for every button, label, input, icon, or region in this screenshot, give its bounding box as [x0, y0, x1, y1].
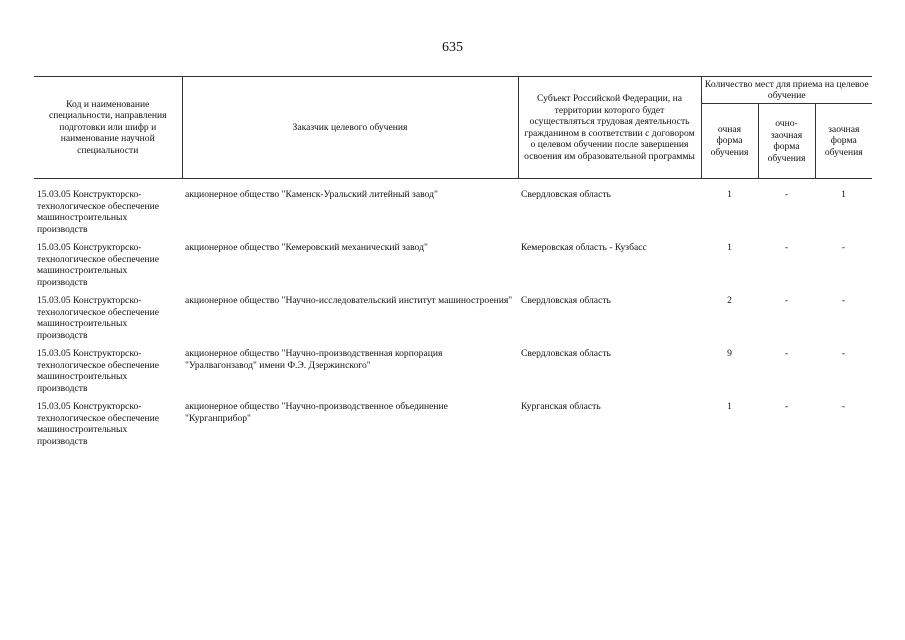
distance-cell: -	[841, 348, 846, 359]
full-time-cell: 1	[727, 189, 732, 200]
spacer-row	[34, 179, 872, 190]
customer-cell: акционерное общество "Научно-производственная корпорация "Уралвагонзавод" имени Ф.Э. Дзержинского"	[185, 348, 443, 371]
part-time-cell: -	[784, 401, 789, 412]
distance-cell: 1	[841, 189, 846, 200]
region-cell: Курганская область	[521, 401, 601, 412]
region-cell: Кемеровская область - Кузбасс	[521, 242, 647, 253]
table-row	[34, 242, 872, 295]
distance-cell: -	[841, 295, 846, 306]
header-specialty: Код и наименование специальности, направления подготовки или шифр и наименование научной специальности	[34, 77, 182, 179]
header-part-time: очно-заочная форма обучения	[758, 104, 815, 179]
header-customer: Заказчик целевого обучения	[182, 77, 518, 179]
table-row	[34, 295, 872, 348]
full-time-cell: 1	[727, 242, 732, 253]
header-full-time: очная форма обучения	[701, 104, 758, 179]
header-places-group: Количество мест для приема на целевое обучение	[701, 77, 872, 104]
part-time-cell: -	[784, 189, 789, 200]
header-distance: заочная форма обучения	[815, 104, 872, 179]
customer-cell: акционерное общество "Кемеровский механический завод"	[185, 242, 428, 253]
specialty-cell: 15.03.05 Конструкторско-технологическое обеспечение машиностроительных производств	[37, 295, 159, 341]
header-row	[34, 77, 872, 104]
specialty-cell: 15.03.05 Конструкторско-технологическое обеспечение машиностроительных производств	[37, 401, 159, 447]
full-time-cell: 1	[727, 401, 732, 412]
customer-cell: акционерное общество "Научно-исследовательский институт машиностроения"	[185, 295, 513, 306]
page-number: 635	[442, 40, 463, 55]
target-admission-table	[34, 76, 872, 454]
part-time-cell: -	[784, 295, 789, 306]
specialty-cell: 15.03.05 Конструкторско-технологическое обеспечение машиностроительных производств	[37, 348, 159, 394]
region-cell: Свердловская область	[521, 348, 611, 359]
header-region: Субъект Российской Федерации, на территории которого будет осуществляться трудовая деятельность гражданином в соответствии с договором о целевом обучении после завершения освоения им образовательной программы	[518, 77, 701, 179]
full-time-cell: 9	[727, 348, 732, 359]
region-cell: Свердловская область	[521, 295, 611, 306]
full-time-cell: 2	[727, 295, 732, 306]
customer-cell: акционерное общество "Научно-производственное объединение "Курганприбор"	[185, 401, 448, 424]
specialty-cell: 15.03.05 Конструкторско-технологическое обеспечение машиностроительных производств	[37, 189, 159, 235]
specialty-cell: 15.03.05 Конструкторско-технологическое обеспечение машиностроительных производств	[37, 242, 159, 288]
table-row	[34, 189, 872, 242]
part-time-cell: -	[784, 242, 789, 253]
distance-cell: -	[841, 242, 846, 253]
region-cell: Свердловская область	[521, 189, 611, 200]
part-time-cell: -	[784, 348, 789, 359]
table-row	[34, 401, 872, 454]
customer-cell: акционерное общество "Каменск-Уральский литейный завод"	[185, 189, 438, 200]
table-row	[34, 348, 872, 401]
distance-cell: -	[841, 401, 846, 412]
